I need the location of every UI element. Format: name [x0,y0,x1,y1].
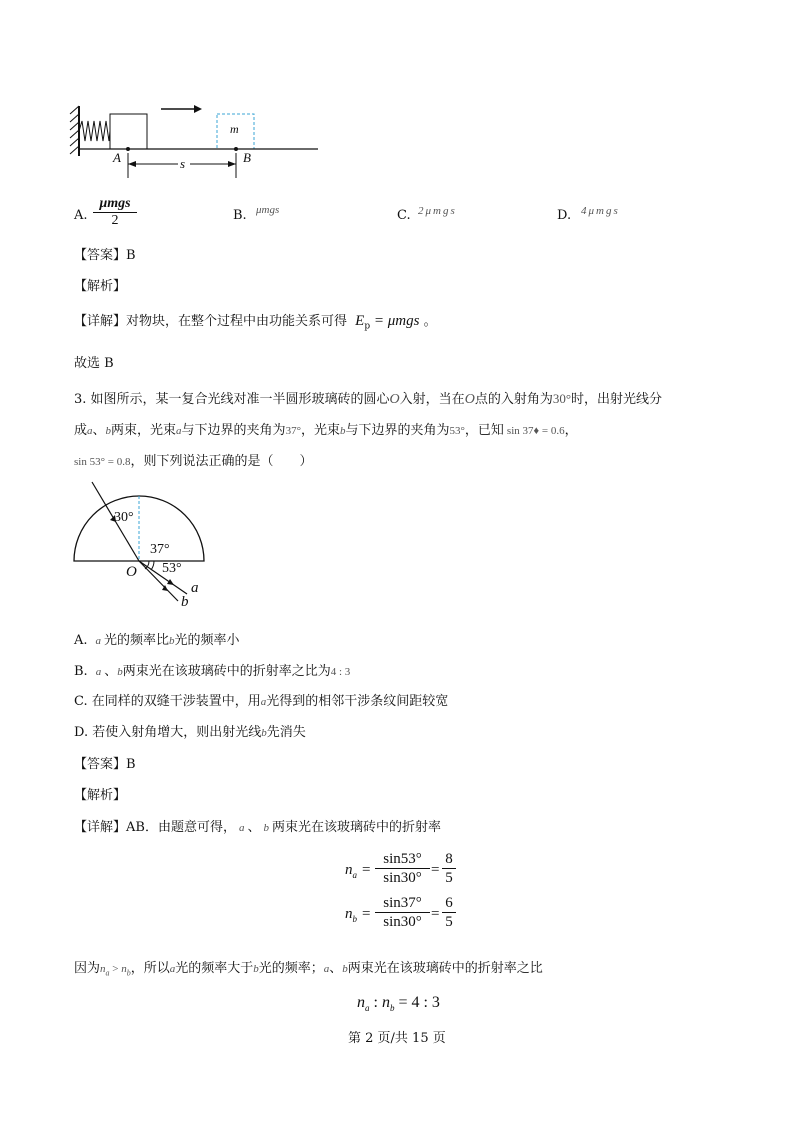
q3-text: ， [564,423,578,438]
equation-na [345,862,357,880]
spring-block-figure [66,96,326,186]
option-text: D. 若使入射角增大，则出射光线 [74,725,262,740]
equation-nb [345,906,357,924]
eq1-fraction [375,850,430,887]
block [110,114,147,149]
because-text: 光的频率； [258,961,324,976]
point-b [234,147,238,151]
eq3-colon: : [369,994,382,1011]
equation-ratio [357,994,440,1013]
option-b-var: b [117,666,123,678]
q3-text: 3. 如图所示，某一复合光线对准一半圆形玻璃砖的圆心 [74,392,390,407]
because-text: 两束光在该玻璃砖中的折射率之比 [347,961,543,976]
option-text: C. 在同样的双缝干涉装置中，用 [74,694,261,709]
because-text: 因为 [74,961,101,976]
q3-detail [74,816,441,835]
option-b-value: μmgs [256,204,280,216]
option-a-var: a [95,666,102,678]
q3-text: 点的入射角为 [474,392,553,407]
eq2-denominator: sin30° [375,912,430,931]
eq1-numerator: sin53° [383,851,422,867]
because-text: 、 [329,961,343,976]
because-na-sub: a [105,968,110,978]
eq1-sub: a [352,870,357,880]
option-b-var: b [169,635,175,647]
eq1-result-num: 8 [445,851,453,867]
q3-detail-a: a [238,822,245,834]
q3-o: O [464,392,475,407]
q2-analysis: 【解析】 [74,279,127,294]
eq1-result-den: 5 [442,868,456,887]
q2-energy-rest: = μmgs [370,313,420,329]
option-text: B. [74,664,88,679]
q2-energy-symbol: E [355,313,365,329]
q3-detail-text: 【详解】AB．由题意可得， [74,820,236,835]
option-b-letter: B. [233,208,247,223]
because-na: n [100,963,106,975]
q3-text: 与下边界的夹角为 [181,423,286,438]
q2-detail-suffix: 。 [423,314,437,329]
option-d-letter: D. [557,208,572,223]
angle-30-label: 30° [114,510,134,525]
because-line [74,957,543,978]
eq2-result-den: 5 [442,912,456,931]
q3-angle: 30° [552,391,572,406]
because-nb-sub: b [126,968,131,978]
q3-line-2 [74,419,578,438]
q3-option-a [74,629,240,648]
q3-detail-text: 、 [247,820,261,835]
arc-37 [151,561,154,570]
point-o-label: O [126,564,137,580]
option-text: 、 [104,664,118,679]
option-text: 光的频率比 [104,633,170,648]
eq3-nb-sub: b [389,1003,395,1014]
because-text: ，所以 [130,961,170,976]
q3-o: O [389,392,400,407]
option-a-fraction [93,196,137,229]
eq1-result [442,850,456,887]
q3-text: 、 [92,423,106,438]
q3-angle: 37° [285,425,301,437]
option-b-var: b [261,727,267,739]
q3-detail-text: 两束光在该玻璃砖中的折射率 [271,820,441,835]
because-nb: n [121,963,127,975]
eq3-rhs: = 4 : 3 [394,994,440,1011]
ray-b-label: b [181,594,189,610]
option-text: 先消失 [266,725,306,740]
because-b: b [253,963,259,975]
label-b: B [243,150,251,165]
q2-detail [74,310,437,332]
option-text: 两束光在该玻璃砖中的折射率之比为 [122,664,331,679]
label-s: s [180,156,186,171]
q3-text: 两束，光束 [111,423,177,438]
ray-a-label: a [191,580,199,596]
ray-a-arrow [167,579,174,585]
option-text: 光得到的相邻干涉条纹间距较宽 [266,694,449,709]
page-footer: 第 2 页/共 15 页 [348,1031,446,1046]
q3-detail-b: b [263,822,269,834]
because-a: a [323,963,330,975]
q3-option-d [74,721,306,740]
eq2-fraction [375,894,430,931]
wall-hatching [70,106,79,154]
because-a: a [169,963,176,975]
q3-text: ，已知 [464,423,504,438]
eq3-na: n [357,994,365,1011]
option-a-numerator: μmgs [99,196,131,211]
q3-a: a [176,425,182,437]
q3-sin53: sin 53° = 0.8 [74,456,131,468]
eq1-n: n [345,862,353,878]
q3-text: 时，出射光线分 [571,392,663,407]
q2-choose: 故选 B [74,356,114,371]
label-a: A [113,150,121,165]
angle-53-label: 53° [162,561,182,576]
q3-text: 成 [74,423,88,438]
q3-line-3 [74,450,312,469]
q3-angle: 53° [449,425,465,437]
eq3-na-sub: a [365,1003,370,1014]
q3-a: a [87,425,93,437]
option-c-value: 2μmgs [418,205,457,217]
eq2-numerator: sin37° [383,895,422,911]
q3-answer: 【答案】B [74,757,136,772]
q3-analysis: 【解析】 [74,788,127,803]
q3-text: ，则下列说法正确的是（ ） [130,454,313,469]
because-b: b [342,963,348,975]
q3-b: b [339,425,346,437]
q3-text: 与下边界的夹角为 [345,423,450,438]
angle-37-label: 37° [150,542,170,557]
q3-text: 入射，当在 [399,392,465,407]
point-a [126,147,130,151]
option-a-letter: A. [74,208,88,223]
because-text: 光的频率大于 [175,961,254,976]
option-a-var: a [260,696,267,708]
eq2-n: n [345,906,353,922]
spring [79,121,110,141]
eq3-nb: n [381,994,390,1011]
q2-answer: 【答案】B [74,248,136,263]
option-text: 光的频率小 [174,633,240,648]
q2-detail-text: 【详解】对物块，在整个过程中由功能关系可得 [74,314,348,329]
q2-energy-sub: p [364,321,371,332]
eq2-sub: b [352,914,357,924]
q3-option-b [74,660,350,679]
option-d-value: 4μmgs [581,205,620,217]
q3-b: b [105,425,112,437]
option-c-letter: C. [397,208,411,223]
label-m: m [230,122,239,136]
q3-line-1 [74,388,662,408]
option-text: A. [74,633,88,648]
eq2-result-num: 6 [445,895,453,911]
q3-text: ，光束 [300,423,340,438]
option-a-denominator: 2 [93,212,137,229]
eq1-denominator: sin30° [375,868,430,887]
q3-option-c [74,690,448,709]
because-gt: > [109,963,122,975]
eq2-result [442,894,456,931]
q3-sin37: sin 37♦ = 0.6 [506,425,565,437]
option-ratio: 4 : 3 [330,666,351,678]
option-a-var: a [95,635,102,647]
